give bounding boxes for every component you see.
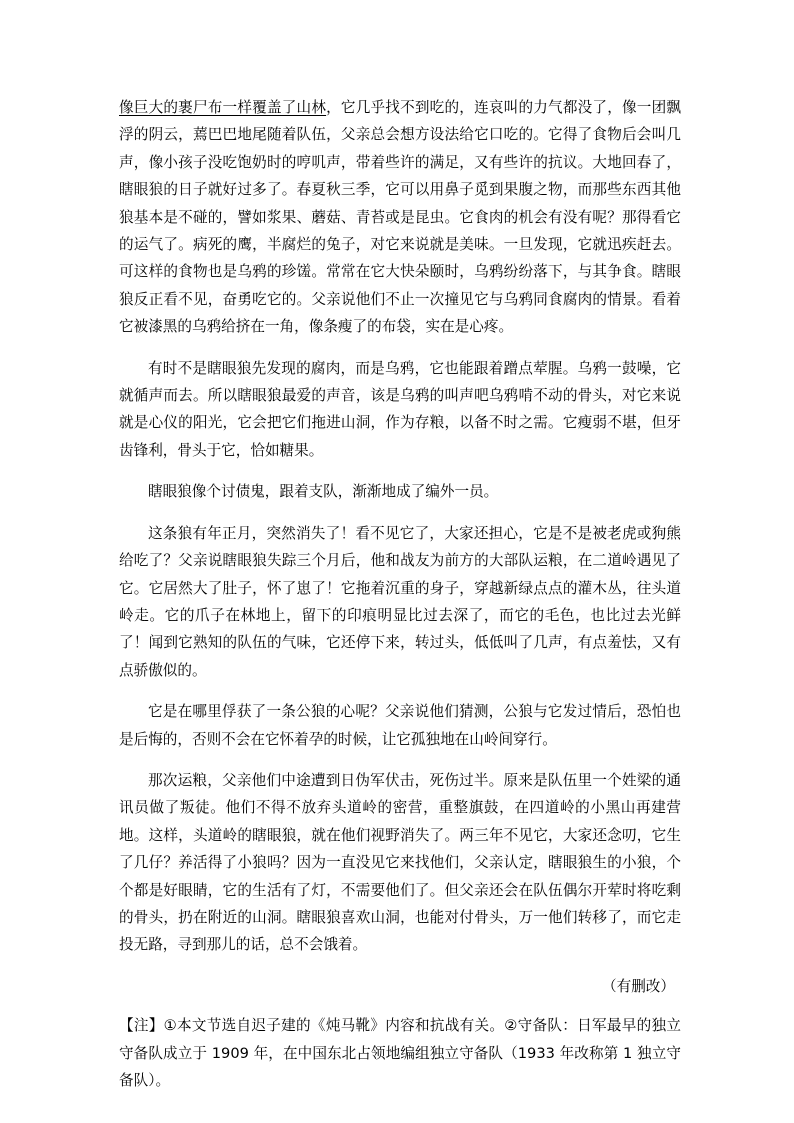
source-note: （有删改） [602, 977, 675, 995]
article-page [119, 94, 681, 1094]
paragraph-1-text: ，它几乎找不到吃的，连哀叫的力气都没了，像一团飘浮的阴云，蔫巴巴地尾随着队伍，父亲总会想方设法给它口吃的。它得了食物后会叫几声，像小孩子没吃饱奶时的哼叽声，带着些许的满足，又有些许的抗议。大地回春了，瞎眼狼的日子就好过多了。春夏秋三季，它可以用鼻子觅到果腹之物，而那些东西其他狼基本是不碰的，譬如浆果、蘑菇、青苔或是昆虫。它食肉的机会有没有呢？那得看它的运气了。病死的鹰，半腐烂的兔子，对它来说就是美味。一旦发现，它就迅疾赶去。可这样的食物也是乌鸦的珍馐。常常在它大快朵颐时，乌鸦纷纷落下，与其争食。瞎眼狼反正看不见，奋勇吃它的。父亲说他们不止一次撞见它与乌鸦同食腐肉的情景。看着它被漆黑的乌鸦给挤在一角，像条瘦了的布袋，实在是心疼。 [119, 99, 681, 336]
paragraph-4: 这条狼有年正月，突然消失了！看不见它了，大家还担心，它是不是被老虎或狗熊给吃了？父亲说瞎眼狼失踪三个月后，他和战友为前方的大部队运粮，在二道岭遇见了它。它居然大了肚子，怀了崽了！它拖着沉重的身子，穿越新绿点点的灌木丛，往头道岭走。它的爪子在林地上，留下的印痕明显比过去深了，而它的毛色，也比过去光鲜了！闻到它熟知的队伍的气味，它还停下来，转过头，低低叫了几声，有点羞怯，又有点骄傲似的。 [119, 524, 681, 679]
footnote: 【注】①本文节选自迟子建的《炖马靴》内容和抗战有关。②守备队：日军最早的独立守备队成立于 1909 年，在中国东北占领地编组独立守备队（1933 年改称第 1 独立守备队）。 [119, 1017, 681, 1089]
paragraph-3: 瞎眼狼像个讨债鬼，跟着支队，渐渐地成了编外一员。 [148, 483, 499, 501]
paragraph-5: 它是在哪里俘获了一条公狼的心呢？父亲说他们猜测，公狼与它发过情后，恐怕也是后悔的，否则不会在它怀着孕的时候，让它孤独地在山岭间穿行。 [119, 703, 681, 748]
underlined-phrase: 像巨大的裹尸布一样覆盖了山林 [119, 99, 327, 116]
paragraph-6: 那次运粮，父亲他们中途遭到日伪军伏击，死伤过半。原来是队伍里一个姓梁的通讯员做了叛徒。他们不得不放弃头道岭的密营，重整旗鼓，在四道岭的小黑山再建营地。这样，头道岭的瞎眼狼，就在他们视野消失了。两三年不见它，大家还念叨，它生了几仔？养活得了小狼吗？因为一直没见它来找他们，父亲认定，瞎眼狼生的小狼，个个都是好眼睛，它的生活有了灯，不需要他们了。但父亲还会在队伍偶尔开荤时将吃剩的骨头，扔在附近的山洞。瞎眼狼喜欢山洞，也能对付骨头，万一他们转移了，而它走投无路，寻到那儿的话，总不会饿着。 [119, 771, 681, 954]
paragraph-2: 有时不是瞎眼狼先发现的腐肉，而是乌鸦，它也能跟着蹭点荤腥。乌鸦一鼓噪，它就循声而去。所以瞎眼狼最爱的声音，该是乌鸦的叫声吧乌鸦啃不动的骨头，对它来说就是心仪的阳光，它会把它们拖进山洞，作为存粮，以备不时之需。它瘦弱不堪，但牙齿锋利，骨头于它，恰如糖果。 [119, 359, 681, 459]
paragraph-1 [119, 94, 681, 341]
